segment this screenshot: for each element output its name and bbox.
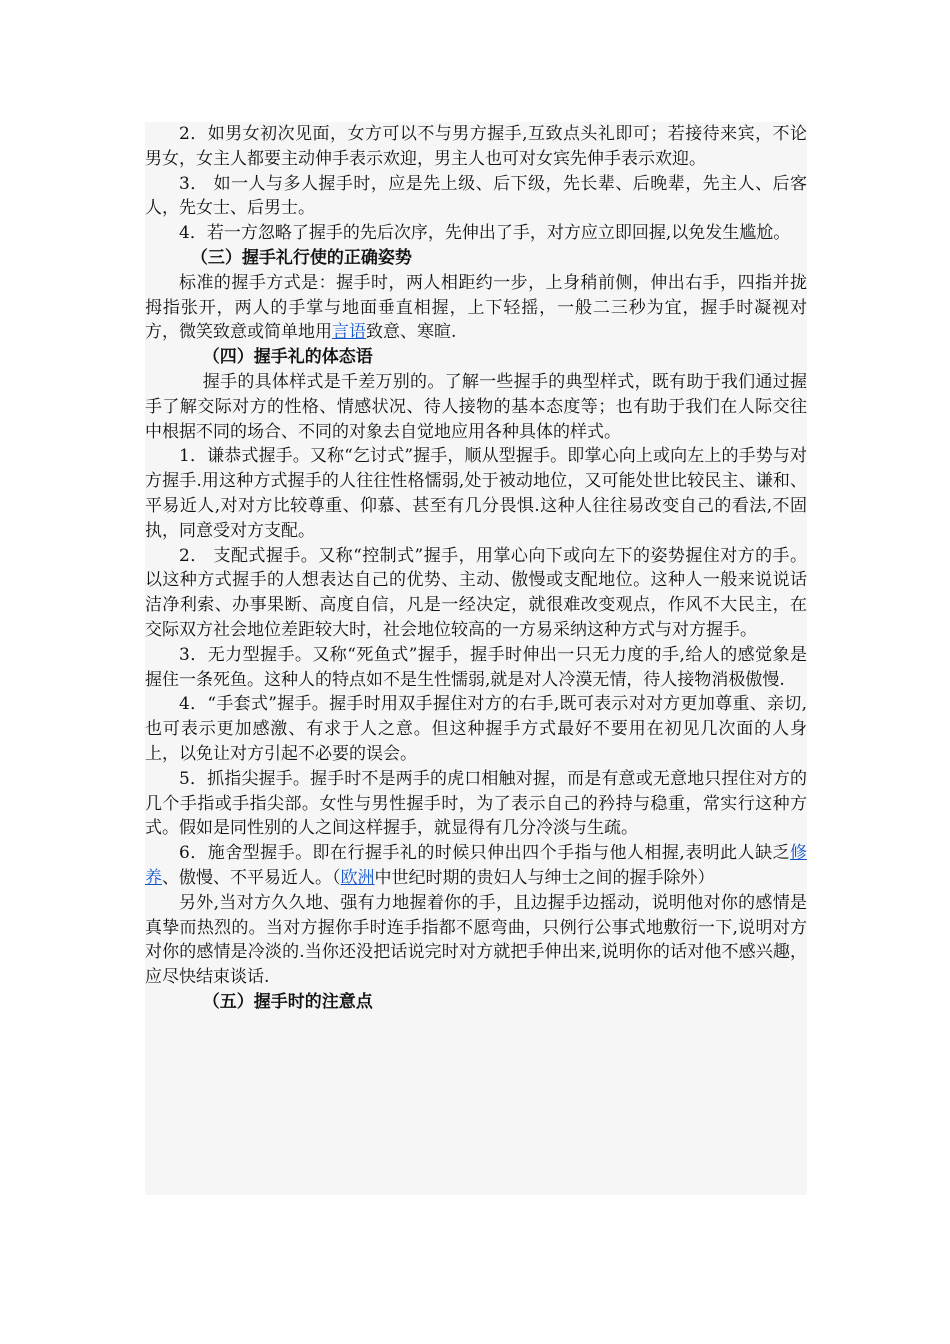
- posture-text-before-link: 标准的握手方式是：握手时，两人相距约一步，上身稍前侧，伸出右手，四指并拢拇指张开，两人的手掌与地面垂直相握，上下轻摇，一般二三秒为宜，握手时凝视对方，微笑致意或简单地用: [145, 272, 807, 343]
- style6-text-part3: 中世纪时期的贵妇人与绅士之间的握手除外）: [374, 867, 715, 888]
- link-xiuyang[interactable]: 修养: [145, 843, 807, 888]
- closing-paragraph: 另外,当对方久久地、强有力地握着你的手，且边握手边摇动，说明他对你的感情是真挚而热烈的。当对方握你手时连手指都不愿弯曲，只例行公事式地敷衍一下,说明对方对你的感情是冷淡的.当你还没把话说完时对方就把手伸出来,说明你的话对他不感兴趣，应尽快结束谈话.: [145, 892, 807, 988]
- style-paragraph-3: 3．无力型握手。又称“死鱼式”握手，握手时伸出一只无力度的手,给人的感觉象是握住一条死鱼。这种人的特点如不是生性懦弱,就是对人冷漠无情，待人接物消极傲慢.: [145, 644, 807, 690]
- link-yanyu[interactable]: 言语: [332, 322, 366, 343]
- section-heading-3: （三）握手礼行使的正确姿势: [190, 247, 412, 268]
- style-paragraph-1: 1．谦恭式握手。又称“乞讨式”握手，顺从型握手。即掌心向上或向左上的手势与对方握手.用这种方式握手的人往往性格懦弱,处于被动地位，又可能处世比较民主、谦和、平易近人,对对方比较尊重、仰慕、甚至有几分畏惧.这种人往往易改变自己的看法,不固执，同意受对方支配。: [145, 446, 807, 541]
- rule-paragraph-2: 2．如男女初次见面，女方可以不与男方握手,互致点头礼即可；若接待来宾，不论男女，女主人都要主动伸手表示欢迎，男主人也可对女宾先伸手表示欢迎。: [145, 124, 807, 169]
- rule-paragraph-4: 4．若一方忽略了握手的先后次序，先伸出了手，对方应立即回握,以免发生尴尬。: [179, 223, 791, 244]
- body-language-intro: 握手的具体样式是千差万别的。了解一些握手的典型样式，既有助于我们通过握手了解交际对方的性格、情感状况、待人接物的基本态度等；也有助于我们在人际交往中根据不同的场合、不同的对象去自觉地应用各种具体的样式。: [145, 371, 807, 442]
- link-ouzhou[interactable]: 欧洲: [340, 867, 375, 888]
- section-heading-4: （四）握手礼的体态语: [202, 347, 373, 368]
- style-paragraph-4: 4．“手套式”握手。握手时用双手握住对方的右手,既可表示对对方更加尊重、亲切,也可表示更加感激、有求于人之意。但这种握手方式最好不要用在初见几次面的人身上，以免让对方引起不必要的误会。: [145, 694, 807, 764]
- section-heading-5: （五）握手时的注意点: [202, 991, 373, 1012]
- style-paragraph-5: 5．抓指尖握手。握手时不是两手的虎口相触对握，而是有意或无意地只捏住对方的几个手指或手指尖部。女性与男性握手时，为了表示自己的矜持与稳重，常实行这种方式。假如是同性别的人之间这样握手，就显得有几分冷淡与生疏。: [145, 768, 807, 839]
- style6-text-part2: 、傲慢、不平易近人。（: [162, 867, 341, 888]
- style6-text-part1: 6．施舍型握手。即在行握手礼的时候只伸出四个手指与他人相握,表明此人缺乏: [179, 843, 790, 864]
- style-paragraph-6: [145, 841, 807, 891]
- document-page: [145, 122, 807, 1195]
- style-paragraph-2: 2． 支配式握手。又称“控制式”握手，用掌心向下或向左下的姿势握住对方的手。以这种方式握手的人想表达自己的优势、主动、傲慢或支配地位。这种人一般来说说话洁净利索、办事果断、高度自信，凡是一经决定，就很难改变观点，作风不大民主，在交际双方社会地位差距较大时，社会地位较高的一方易采纳这种方式与对方握手。: [145, 545, 807, 640]
- posture-text-after-link: 致意、寒暄.: [366, 322, 457, 343]
- posture-paragraph: [145, 271, 807, 345]
- rule-paragraph-3: 3． 如一人与多人握手时，应是先上级、后下级，先长辈、后晚辈，先主人、后客人，先女士、后男士。: [145, 173, 807, 219]
